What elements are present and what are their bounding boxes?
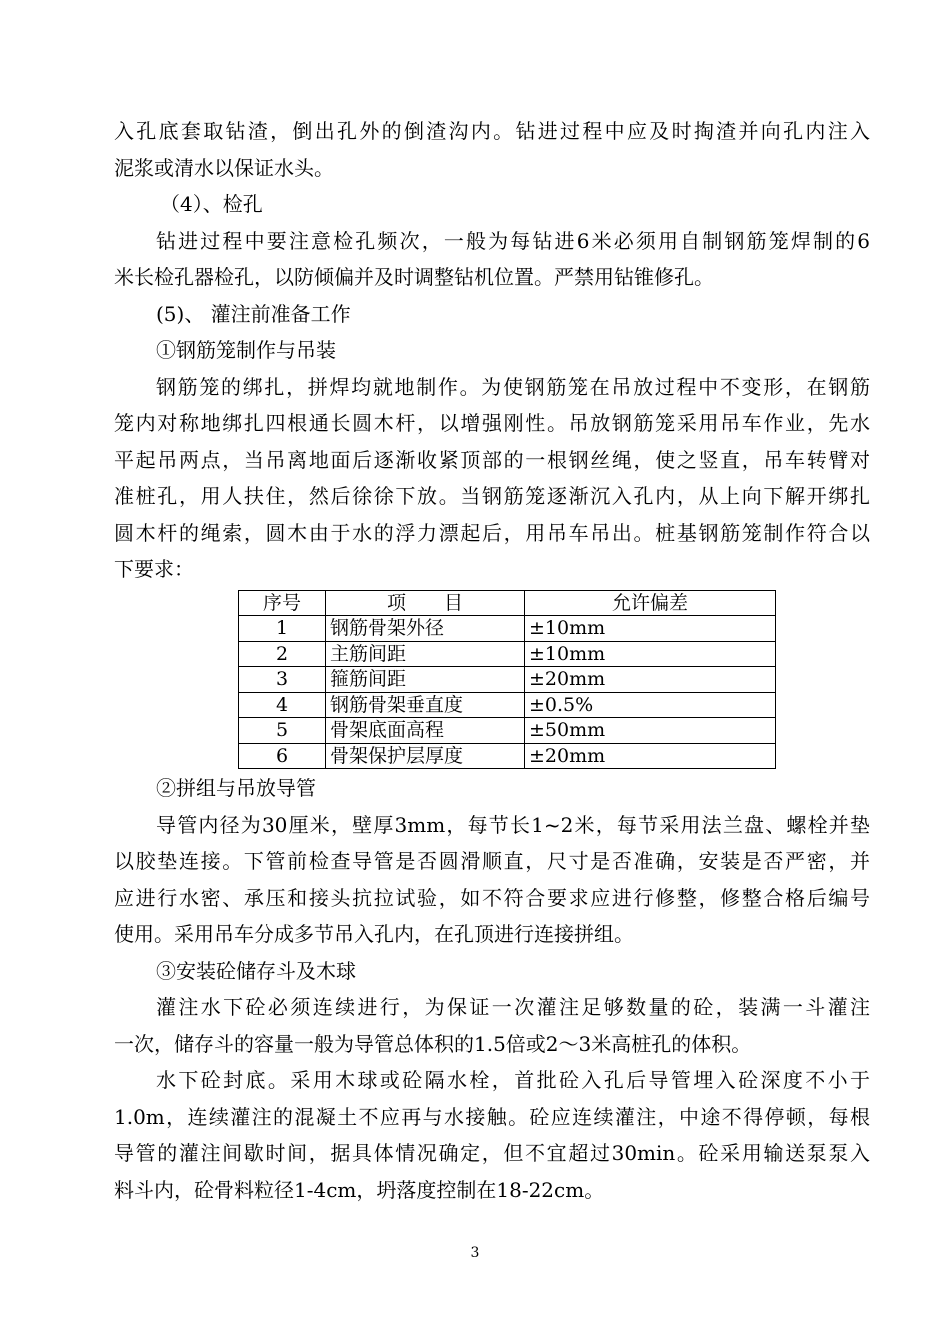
row-tolerance: ±10mm xyxy=(525,616,776,642)
table-row xyxy=(239,667,776,693)
paragraph-line: 泥浆或清水以保证水头。 xyxy=(114,155,334,180)
row-item: 骨架保护层厚度 xyxy=(326,743,525,769)
paragraph-line: 圆木杆的绳索，圆木由于水的浮力漂起后，用吊车吊出。桩基钢筋笼制作符合以 xyxy=(114,520,870,545)
row-item: 钢筋骨架外径 xyxy=(326,616,525,642)
header-tolerance: 允许偏差 xyxy=(525,590,776,616)
paragraph-line: 一次，储存斗的容量一般为导管总体积的1.5倍或2～3米高桩孔的体积。 xyxy=(114,1031,752,1056)
row-no: 3 xyxy=(239,667,326,693)
row-no: 6 xyxy=(239,743,326,769)
paragraph-line: 米长检孔器检孔，以防倾偏并及时调整钻机位置。严禁用钻锥修孔。 xyxy=(114,265,714,289)
paragraph-line: 准桩孔，用人扶住，然后徐徐下放。当钢筋笼逐渐沉入孔内，从上向下解开绑扎 xyxy=(114,484,870,508)
paragraph-line: 下要求： xyxy=(114,557,194,581)
header-item: 项 目 xyxy=(326,590,525,616)
page-number: 3 xyxy=(470,1245,480,1261)
subheading-guide-pipe: ②拼组与吊放导管 xyxy=(156,776,316,800)
header-no: 序号 xyxy=(239,590,326,616)
paragraph-line: 1.0m，连续灌注的混凝土不应再与水接触。砼应连续灌注，中途不得停顿，每根 xyxy=(114,1104,870,1129)
paragraph-line: 入孔底套取钻渣，倒出孔外的倒渣沟内。钻进过程中应及时掏渣并向孔内注入 xyxy=(114,119,870,143)
table-row xyxy=(239,641,776,667)
subheading-hopper: ③安装砼储存斗及木球 xyxy=(156,958,356,983)
document-body xyxy=(114,113,870,1208)
table-row xyxy=(239,616,776,642)
row-no: 5 xyxy=(239,718,326,744)
paragraph-line: 以胶垫连接。下管前检查导管是否圆滑顺直，尺寸是否准确，安装是否严密，并 xyxy=(114,849,870,873)
paragraph-line: 平起吊两点，当吊离地面后逐渐收紧顶部的一根钢丝绳，使之竖直，吊车转臂对 xyxy=(114,447,870,472)
section-heading-4: （4）、检孔 xyxy=(160,192,263,216)
paragraph-line: 导管内径为30厘米，壁厚3mm，每节长1~2米，每节采用法兰盘、螺栓并垫 xyxy=(156,812,870,837)
paragraph-line: 笼内对称地绑扎四根通长圆木杆，以增强刚性。吊放钢筋笼采用吊车作业，先水 xyxy=(114,411,870,435)
paragraph-line: 水下砼封底。采用木球或砼隔水栓，首批砼入孔后导管埋入砼深度不小于 xyxy=(156,1068,870,1092)
row-item: 主筋间距 xyxy=(326,641,525,667)
section-heading-5: (5)、 灌注前准备工作 xyxy=(156,301,351,326)
tolerance-table xyxy=(238,590,776,770)
row-item: 箍筋间距 xyxy=(326,667,525,693)
paragraph-line: 使用。采用吊车分成多节吊入孔内，在孔顶进行连接拼组。 xyxy=(114,922,634,946)
row-item: 骨架底面高程 xyxy=(326,718,525,744)
row-tolerance: ±20mm xyxy=(525,743,776,769)
table-row xyxy=(239,743,776,769)
table-row xyxy=(239,692,776,718)
paragraph-line: 应进行水密、承压和接头抗拉试验，如不符合要求应进行修整，修整合格后编号 xyxy=(114,885,870,910)
paragraph-line: 钢筋笼的绑扎，拼焊均就地制作。为使钢筋笼在吊放过程中不变形，在钢筋 xyxy=(156,374,870,399)
subheading-rebar-cage: ①钢筋笼制作与吊装 xyxy=(156,338,336,362)
row-item: 钢筋骨架垂直度 xyxy=(326,692,525,718)
row-tolerance: ±10mm xyxy=(525,641,776,667)
row-tolerance: ±20mm xyxy=(525,667,776,693)
paragraph-line: 料斗内，砼骨料粒径1-4cm，坍落度控制在18-22cm。 xyxy=(114,1177,605,1202)
table-header-row xyxy=(239,590,776,616)
row-no: 1 xyxy=(239,616,326,642)
paragraph-line: 灌注水下砼必须连续进行，为保证一次灌注足够数量的砼，装满一斗灌注 xyxy=(156,995,870,1019)
row-tolerance: ±0.5% xyxy=(525,692,776,718)
row-tolerance: ±50mm xyxy=(525,718,776,744)
table-row xyxy=(239,718,776,744)
row-no: 2 xyxy=(239,641,326,667)
paragraph-line: 导管的灌注间歇时间，据具体情况确定，但不宜超过30min。砼采用输送泵泵入 xyxy=(114,1141,870,1165)
row-no: 4 xyxy=(239,692,326,718)
paragraph-line: 钻进过程中要注意检孔频次，一般为每钻进6米必须用自制钢筋笼焊制的6 xyxy=(156,228,870,253)
